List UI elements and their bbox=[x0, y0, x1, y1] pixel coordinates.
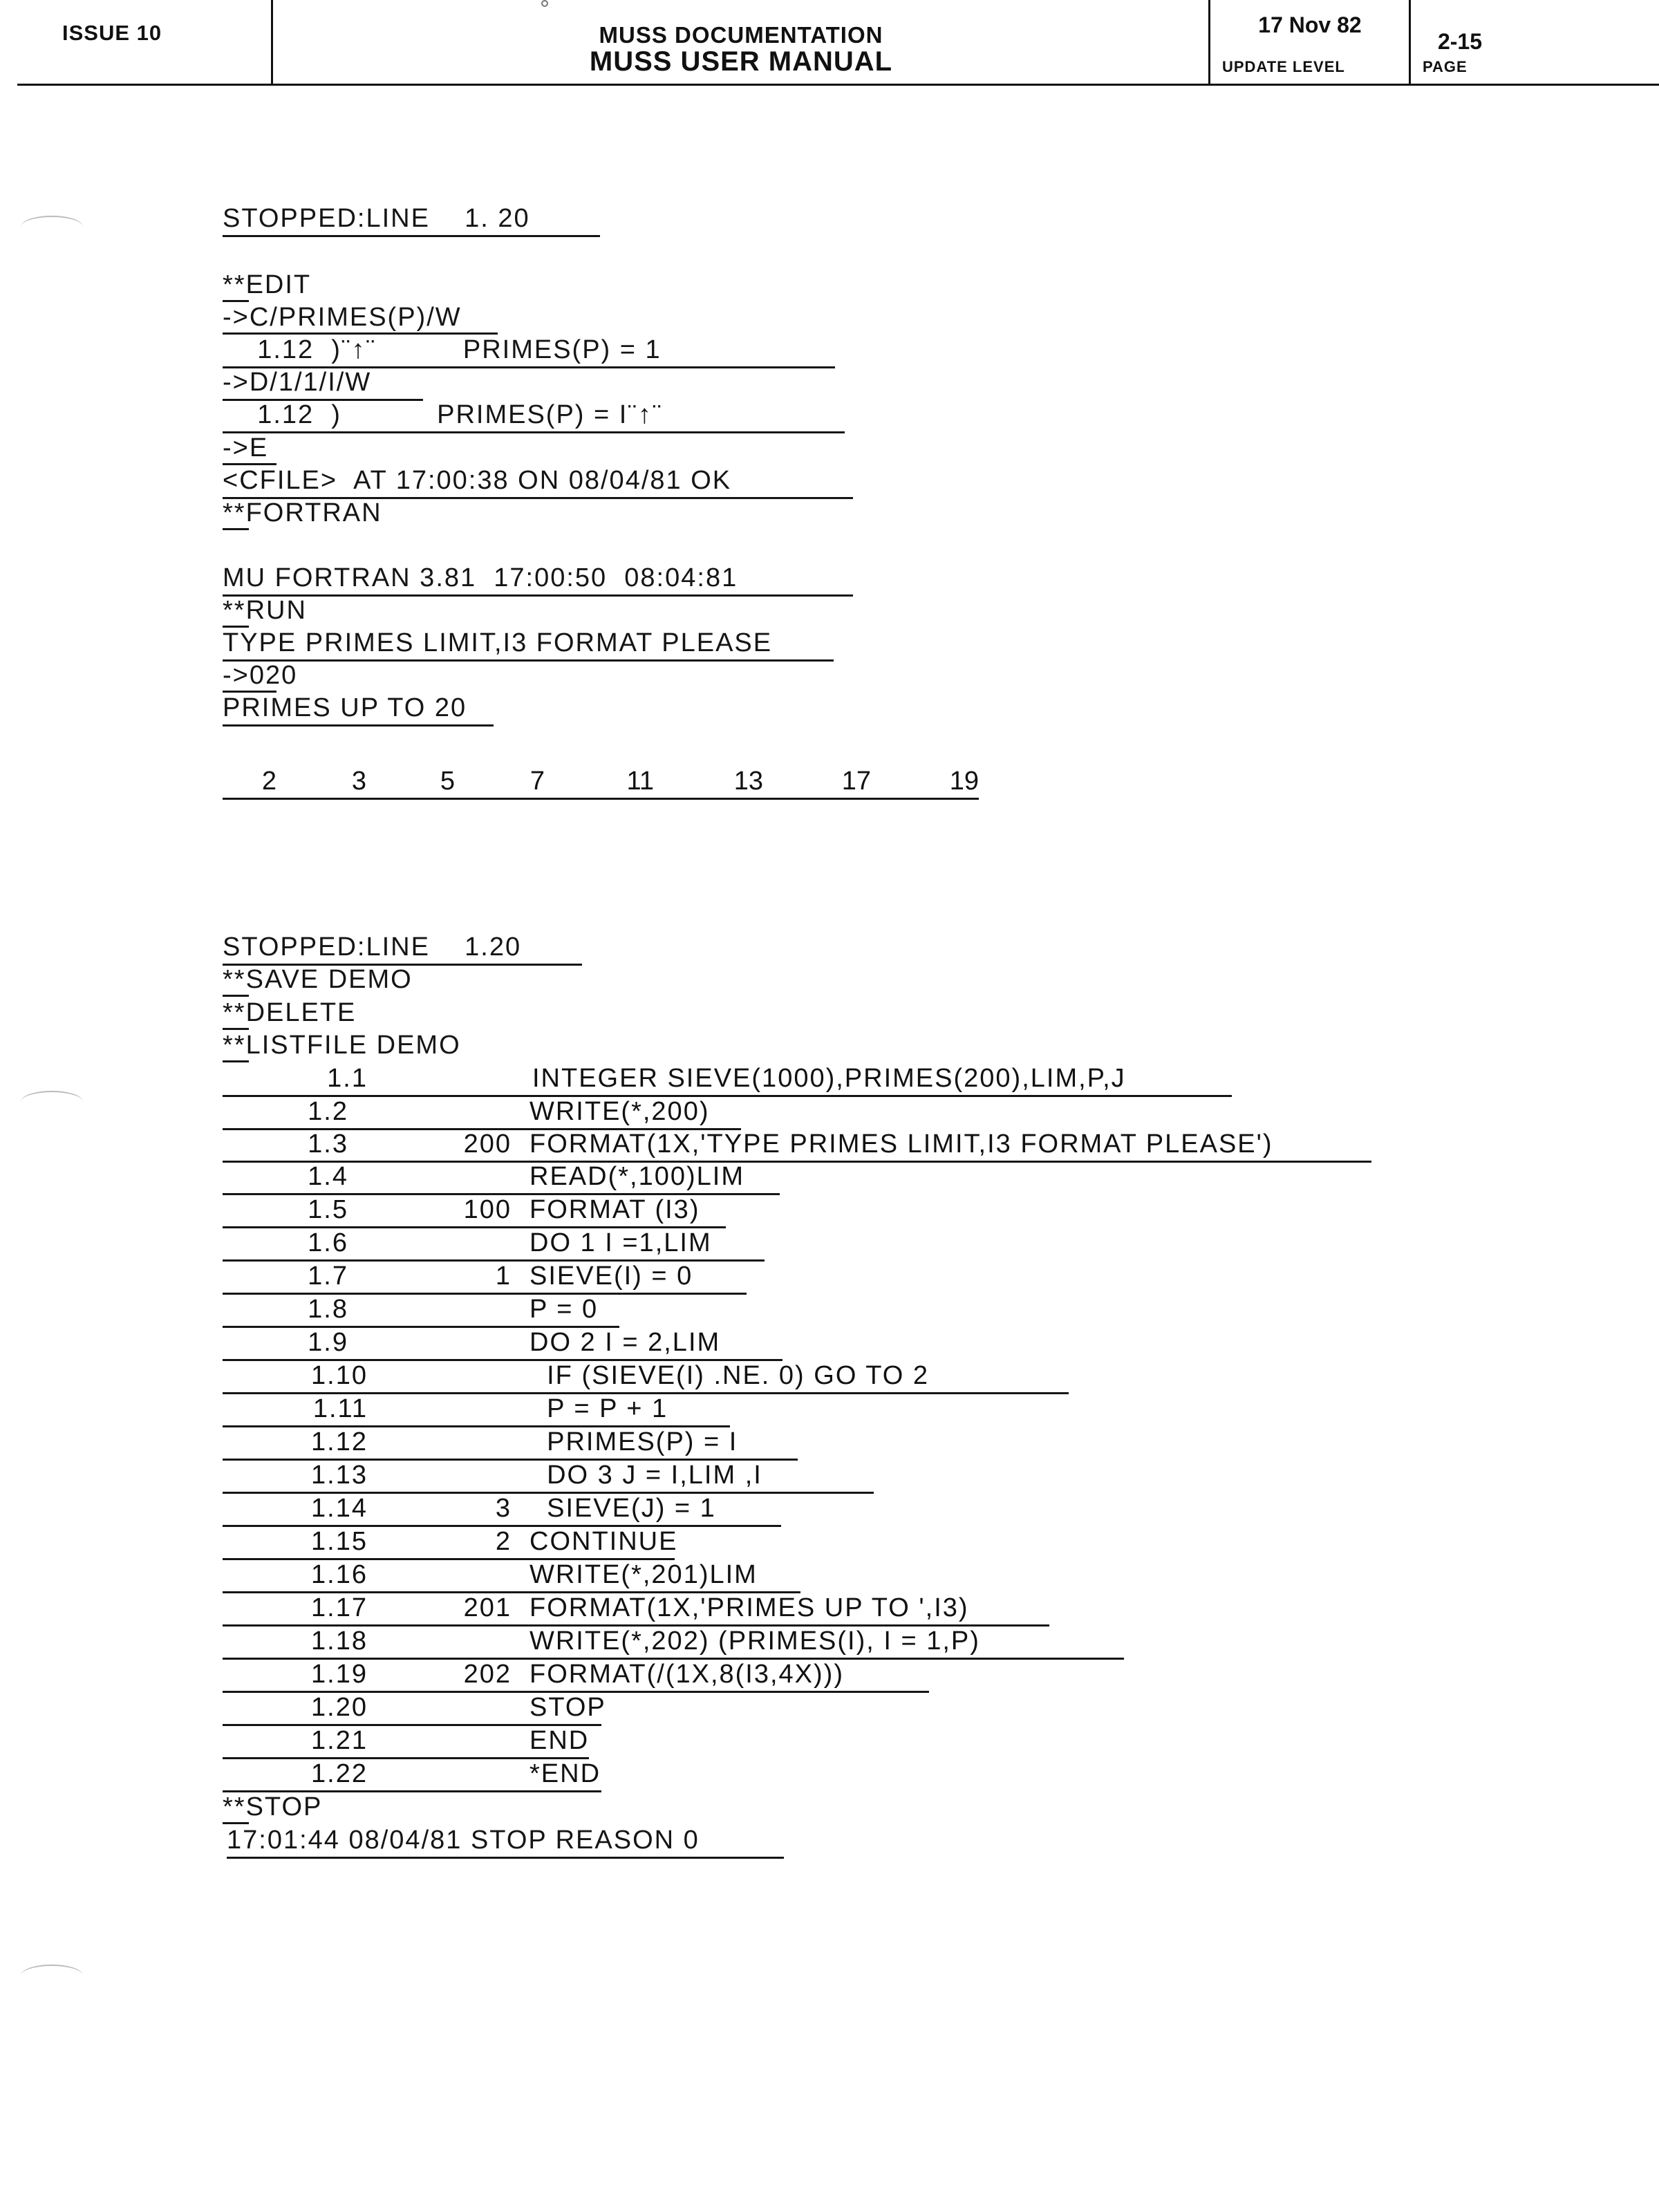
change-command: ->C/PRIMES(P)/W bbox=[223, 303, 462, 332]
listing-code: FORMAT(1X,'TYPE PRIMES LIMIT,I3 FORMAT PLEASE') bbox=[529, 1130, 1273, 1159]
page-label: PAGE bbox=[1423, 58, 1468, 75]
underline bbox=[227, 1857, 784, 1859]
listing-statement-label: 2 bbox=[495, 1527, 512, 1556]
program-prompt: TYPE PRIMES LIMIT,I3 FORMAT PLEASE bbox=[223, 628, 773, 657]
punch-hole-mark bbox=[21, 1965, 83, 1987]
underline bbox=[223, 798, 979, 800]
listing-line-number: 1.7 bbox=[308, 1262, 348, 1291]
underline bbox=[223, 1060, 249, 1062]
compiler-banner: MU FORTRAN 3.81 17:00:50 08:04:81 bbox=[223, 563, 738, 592]
document-title-line1: MUSS DOCUMENTATION bbox=[599, 22, 883, 48]
listing-code: IF (SIEVE(I) .NE. 0) GO TO 2 bbox=[529, 1361, 930, 1390]
header-divider bbox=[1409, 0, 1411, 84]
listing-code: INTEGER SIEVE(1000),PRIMES(200),LIM,P,J bbox=[532, 1064, 1126, 1093]
paper-speck bbox=[541, 0, 548, 7]
listing-line-number: 1.14 bbox=[311, 1494, 368, 1523]
listing-code: READ(*,100)LIM bbox=[529, 1162, 744, 1191]
listing-code: WRITE(*,201)LIM bbox=[529, 1560, 758, 1589]
listing-line-number: 1.8 bbox=[308, 1295, 348, 1324]
delete-result: 1.12 ) PRIMES(P) = I¨↑¨ bbox=[223, 400, 663, 429]
underline bbox=[223, 1161, 1371, 1163]
listing-code: PRIMES(P) = I bbox=[529, 1427, 738, 1456]
listing-code: STOP bbox=[529, 1693, 606, 1722]
listing-line-number: 1.19 bbox=[311, 1660, 368, 1689]
prime-value: 5 bbox=[440, 767, 455, 796]
save-command: **SAVE DEMO bbox=[223, 965, 413, 994]
underline bbox=[223, 1822, 249, 1824]
listing-line-number: 1.16 bbox=[311, 1560, 368, 1589]
delete-command: ->D/1/1/I/W bbox=[223, 368, 372, 397]
listing-statement-label: 201 bbox=[463, 1593, 512, 1622]
listing-line-number: 1.2 bbox=[308, 1097, 348, 1126]
listing-line-number: 1.4 bbox=[308, 1162, 348, 1191]
prime-value: 2 bbox=[261, 767, 276, 796]
update-level-label: UPDATE LEVEL bbox=[1222, 58, 1345, 75]
listing-statement-label: 3 bbox=[495, 1494, 512, 1523]
prime-value: 17 bbox=[841, 767, 871, 796]
listing-code: P = P + 1 bbox=[529, 1394, 668, 1423]
listing-line-number: 1.6 bbox=[308, 1228, 348, 1257]
listing-line-number: 1.15 bbox=[311, 1527, 368, 1556]
prime-value: 13 bbox=[733, 767, 763, 796]
listing-code: CONTINUE bbox=[529, 1527, 678, 1556]
header-divider bbox=[1208, 0, 1210, 84]
run-command: **RUN bbox=[223, 596, 307, 625]
cfile-status: <CFILE> AT 17:00:38 ON 08/04/81 OK bbox=[223, 466, 732, 495]
primes-heading: PRIMES UP TO 20 bbox=[223, 693, 467, 722]
header-rule bbox=[17, 84, 1659, 86]
page-number: 2-15 bbox=[1437, 29, 1483, 54]
update-date: 17 Nov 82 bbox=[1258, 12, 1362, 37]
underline bbox=[223, 659, 834, 662]
underline bbox=[223, 431, 845, 433]
change-result: 1.12 )¨↑¨ PRIMES(P) = 1 bbox=[223, 335, 662, 364]
underline bbox=[223, 528, 249, 530]
user-input: ->020 bbox=[223, 661, 298, 690]
listing-code: FORMAT(1X,'PRIMES UP TO ',I3) bbox=[529, 1593, 969, 1622]
listfile-command: **LISTFILE DEMO bbox=[223, 1031, 461, 1060]
listing-line-number: 1.17 bbox=[311, 1593, 368, 1622]
listing-statement-label: 200 bbox=[463, 1130, 512, 1159]
underline bbox=[223, 1095, 1232, 1097]
underline bbox=[223, 594, 853, 597]
listing-line-number: 1.3 bbox=[308, 1130, 348, 1159]
listing-line-number: 1.5 bbox=[308, 1195, 348, 1224]
listing-line-number: 1.22 bbox=[311, 1759, 368, 1788]
prime-value: 3 bbox=[351, 767, 366, 796]
stopped-line: STOPPED:LINE 1. 20 bbox=[223, 204, 530, 233]
listing-line-number: 1.13 bbox=[311, 1461, 368, 1490]
listing-statement-label: 100 bbox=[463, 1195, 512, 1224]
stopped-line: STOPPED:LINE 1.20 bbox=[223, 932, 522, 962]
listing-code: *END bbox=[529, 1759, 601, 1788]
listing-line-number: 1.21 bbox=[311, 1726, 368, 1755]
prime-value: 11 bbox=[626, 767, 654, 796]
listing-code: DO 3 J = I,LIM ,I bbox=[529, 1461, 762, 1490]
listing-line-number: 1.20 bbox=[311, 1693, 368, 1722]
document-title bbox=[274, 24, 1208, 75]
listing-code: FORMAT(/(1X,8(I3,4X))) bbox=[529, 1660, 844, 1689]
end-edit-command: ->E bbox=[223, 433, 269, 462]
punch-hole-mark bbox=[21, 216, 83, 238]
listing-code: P = 0 bbox=[529, 1295, 599, 1324]
listing-code: SIEVE(J) = 1 bbox=[529, 1494, 716, 1523]
listing-line-number: 1.18 bbox=[311, 1627, 368, 1656]
listing-line-number: 1.1 bbox=[327, 1064, 368, 1093]
stop-reason: 17:01:44 08/04/81 STOP REASON 0 bbox=[227, 1826, 700, 1855]
listing-code: WRITE(*,200) bbox=[529, 1097, 710, 1126]
listing-line-number: 1.11 bbox=[312, 1394, 368, 1423]
listing-code: FORMAT (I3) bbox=[529, 1195, 700, 1224]
listing-code: WRITE(*,202) (PRIMES(I), I = 1,P) bbox=[529, 1627, 980, 1656]
listing-code: DO 1 I =1,LIM bbox=[529, 1228, 712, 1257]
page-header bbox=[0, 0, 1659, 86]
punch-hole-mark bbox=[21, 1091, 83, 1113]
listing-statement-label: 202 bbox=[463, 1660, 512, 1689]
underline bbox=[223, 724, 494, 727]
listing-line-number: 1.10 bbox=[311, 1361, 368, 1390]
underline bbox=[223, 995, 249, 997]
listing-code: DO 2 I = 2,LIM bbox=[529, 1328, 721, 1357]
prime-value: 7 bbox=[529, 767, 545, 796]
edit-command: **EDIT bbox=[223, 270, 312, 299]
listing-statement-label: 1 bbox=[495, 1262, 512, 1291]
issue-number: ISSUE 10 bbox=[62, 21, 162, 45]
listing-line-number: 1.12 bbox=[311, 1427, 368, 1456]
underline bbox=[223, 235, 600, 237]
listing-line-number: 1.9 bbox=[308, 1328, 348, 1357]
stop-command: **STOP bbox=[223, 1792, 323, 1821]
listing-code: SIEVE(I) = 0 bbox=[529, 1262, 693, 1291]
listing-code: END bbox=[529, 1726, 590, 1755]
document-title-line2: MUSS USER MANUAL bbox=[589, 46, 893, 77]
fortran-command: **FORTRAN bbox=[223, 498, 382, 527]
prime-value: 19 bbox=[949, 767, 979, 796]
header-divider bbox=[271, 0, 273, 84]
delete-command: **DELETE bbox=[223, 998, 357, 1027]
